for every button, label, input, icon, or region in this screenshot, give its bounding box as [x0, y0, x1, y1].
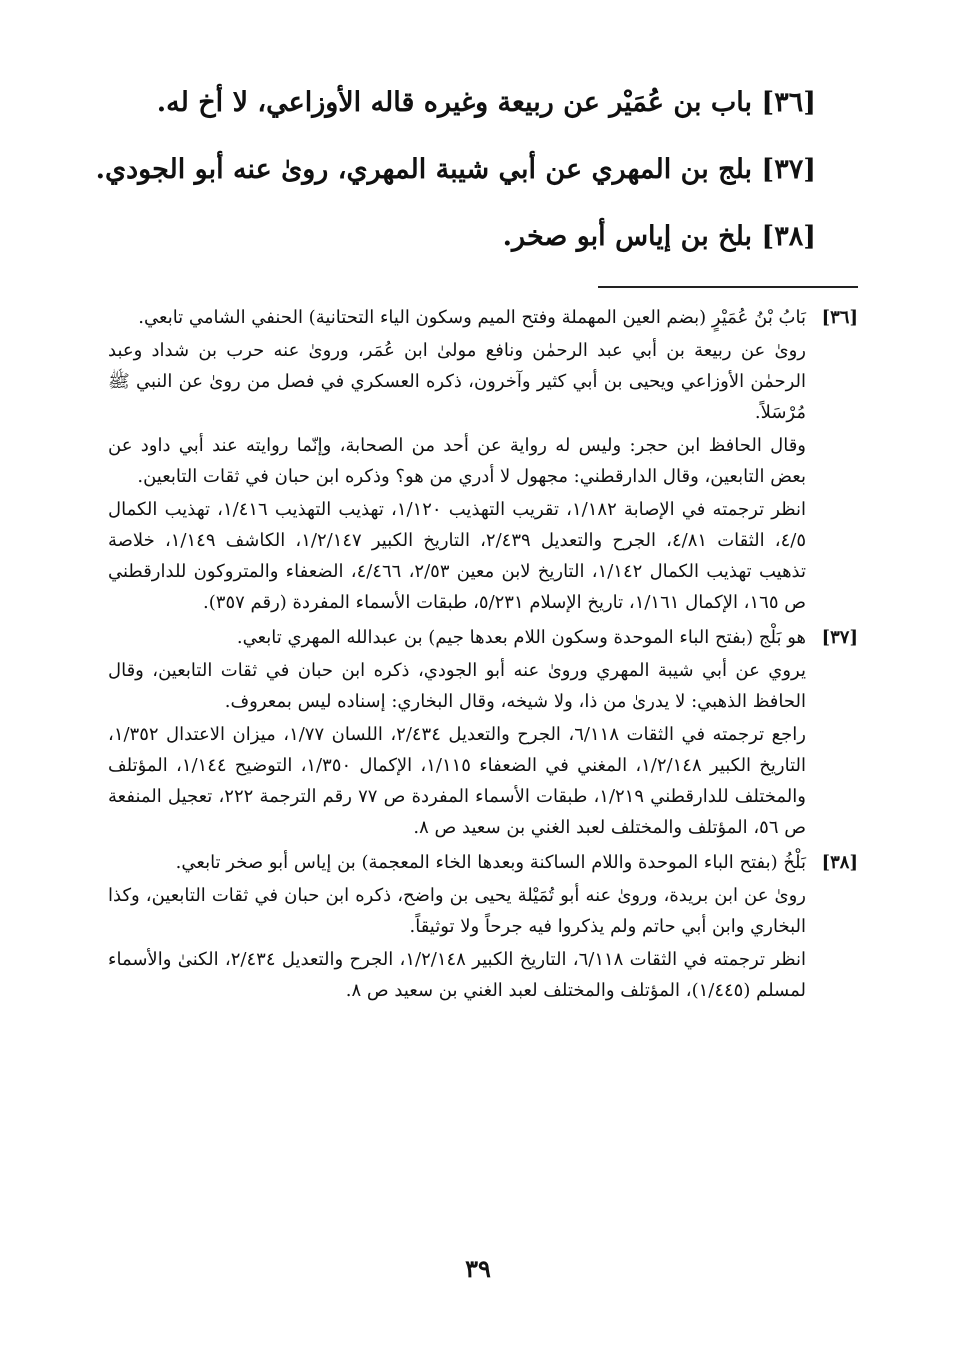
footnote-paragraph: هو بَلْج (بفتح الباء الموحدة وسكون اللام بعدها جيم) بن عبدالله المهري تابعي. — [236, 627, 806, 648]
footnote-37 — [108, 622, 858, 843]
footnotes — [108, 302, 858, 1010]
footnote-paragraph: راجع ترجمته في الثقات ٦/١١٨، الجرح والتعديل ٢/٤٣٤، اللسان ١/٧٧، ميزان الاعتدال ١/٣٥٢، التاريخ الكبير ١/٢/١٤٨، المغني في الضعفاء ١/١١٥، الإكمال ١/٣٥٠، التوضيح ١/١٤٤، المؤتلف والمختلف للدارقطني ١/٢١٩، طبقات الأسماء المفردة ص ٧٧ رقم الترجمة ٢٢٢، تعجيل المنفعة ص ٥٦، المؤتلف والمختلف لعبد الغني بن سعيد ص ٨. — [108, 724, 807, 838]
footnote-paragraph: يروي عن أبي شيبة المهري وروىٰ عنه أبو الجودي، ذكره ابن حبان في ثقات التابعين، وقال الحافظ الذهبي: لا يدرىٰ من ذا، ولا شيخه، وقال البخاري: إسناده ليس بمعروف. — [108, 660, 806, 712]
footnote-paragraph: انظر ترجمته في الثقات ٦/١١٨، التاريخ الكبير ١/٢/١٤٨، الجرح والتعديل ٢/٤٣٤، الكنىٰ والأسماء لمسلم (١/٤٤٥)، المؤتلف والمختلف لعبد الغني بن سعيد ص ٨. — [108, 949, 807, 1001]
footnote-number: [٣٦] — [821, 307, 858, 328]
main-entries — [95, 87, 816, 289]
main-entry-36: [٣٦] باب بن عُمَيْر عن ربيعة وغيره قاله الأوزاعي، لا أخ له. — [156, 87, 816, 118]
footnote-paragraph: وقال الحافظ ابن حجر: وليس له رواية عن أحد من الصحابة، وإنّما روايته عند أبي داود عن بعض التابعين، وقال الدارقطني: مجهول لا أدري من هو؟ وذكره ابن حبان في ثقات التابعين. — [108, 435, 806, 487]
footnote-number: [٣٧] — [821, 627, 858, 648]
main-entry-37: [٣٧] بلج بن المهري عن أبي شيبة المهري، روىٰ عنه أبو الجودي. — [95, 154, 816, 185]
footnote-number: [٣٨] — [821, 852, 858, 873]
main-entry-38: [٣٨] بلخ بن إياس أبو صخر. — [502, 221, 816, 252]
footnote-paragraph: روىٰ عن ابن بريدة، وروىٰ عنه أبو تُمَيْلة يحيى بن واضح، ذكره ابن حبان في ثقات التابعين، وكذا البخاري وابن أبي حاتم ولم يذكروا فيه جرحاً ولا توثيقاً. — [108, 885, 806, 937]
footnote-36 — [108, 302, 858, 618]
footnote-38 — [108, 847, 858, 1006]
footnote-paragraph: روىٰ عن ربيعة بن أبي عبد الرحمٰن ونافع مولىٰ ابن عُمَر، وروىٰ عنه حرب بن شداد وعبد الرحمٰن الأوزاعي ويحيى بن أبي كثير وآخرون، ذكره العسكري في فصل من روىٰ عن النبي ﷺ مُرْسَلاً. — [108, 340, 806, 423]
page-number: ٣٩ — [465, 1254, 491, 1283]
footnote-paragraph: بَابُ بْنُ عُمَيْرٍ (بضم العين المهملة وفتح الميم وسكون الياء التحتانية) الحنفي الشامي تابعي. — [138, 307, 806, 328]
footnote-paragraph: انظر ترجمته في الإصابة ١/١٨٢، تقريب التهذيب ١/١٢٠، تهذيب التهذيب ١/٤١٦، تهذيب الكمال ٤/٥، الثقات ٤/٨١، الجرح والتعديل ٢/٤٣٩، التاريخ الكبير ١/٢/١٤٧، الكاشف ١/١٤٩، خلاصة تذهيب تهذيب الكمال ١/١٤٢، التاريخ لابن معين ٢/٥٣، ٤/٤٦٦، الضعفاء والمتروكون للدارقطني ص ١٦٥، الإكمال ١/١٦١، تاريخ الإسلام ٥/٢٣١، طبقات الأسماء المفردة (رقم ٣٥٧). — [108, 499, 807, 613]
footnote-divider — [598, 286, 858, 288]
footnote-paragraph: بَلْخُ (بفتح الباء الموحدة واللام الساكنة وبعدها الخاء المعجمة) بن إياس أبو صخر تابعي. — [175, 852, 806, 873]
